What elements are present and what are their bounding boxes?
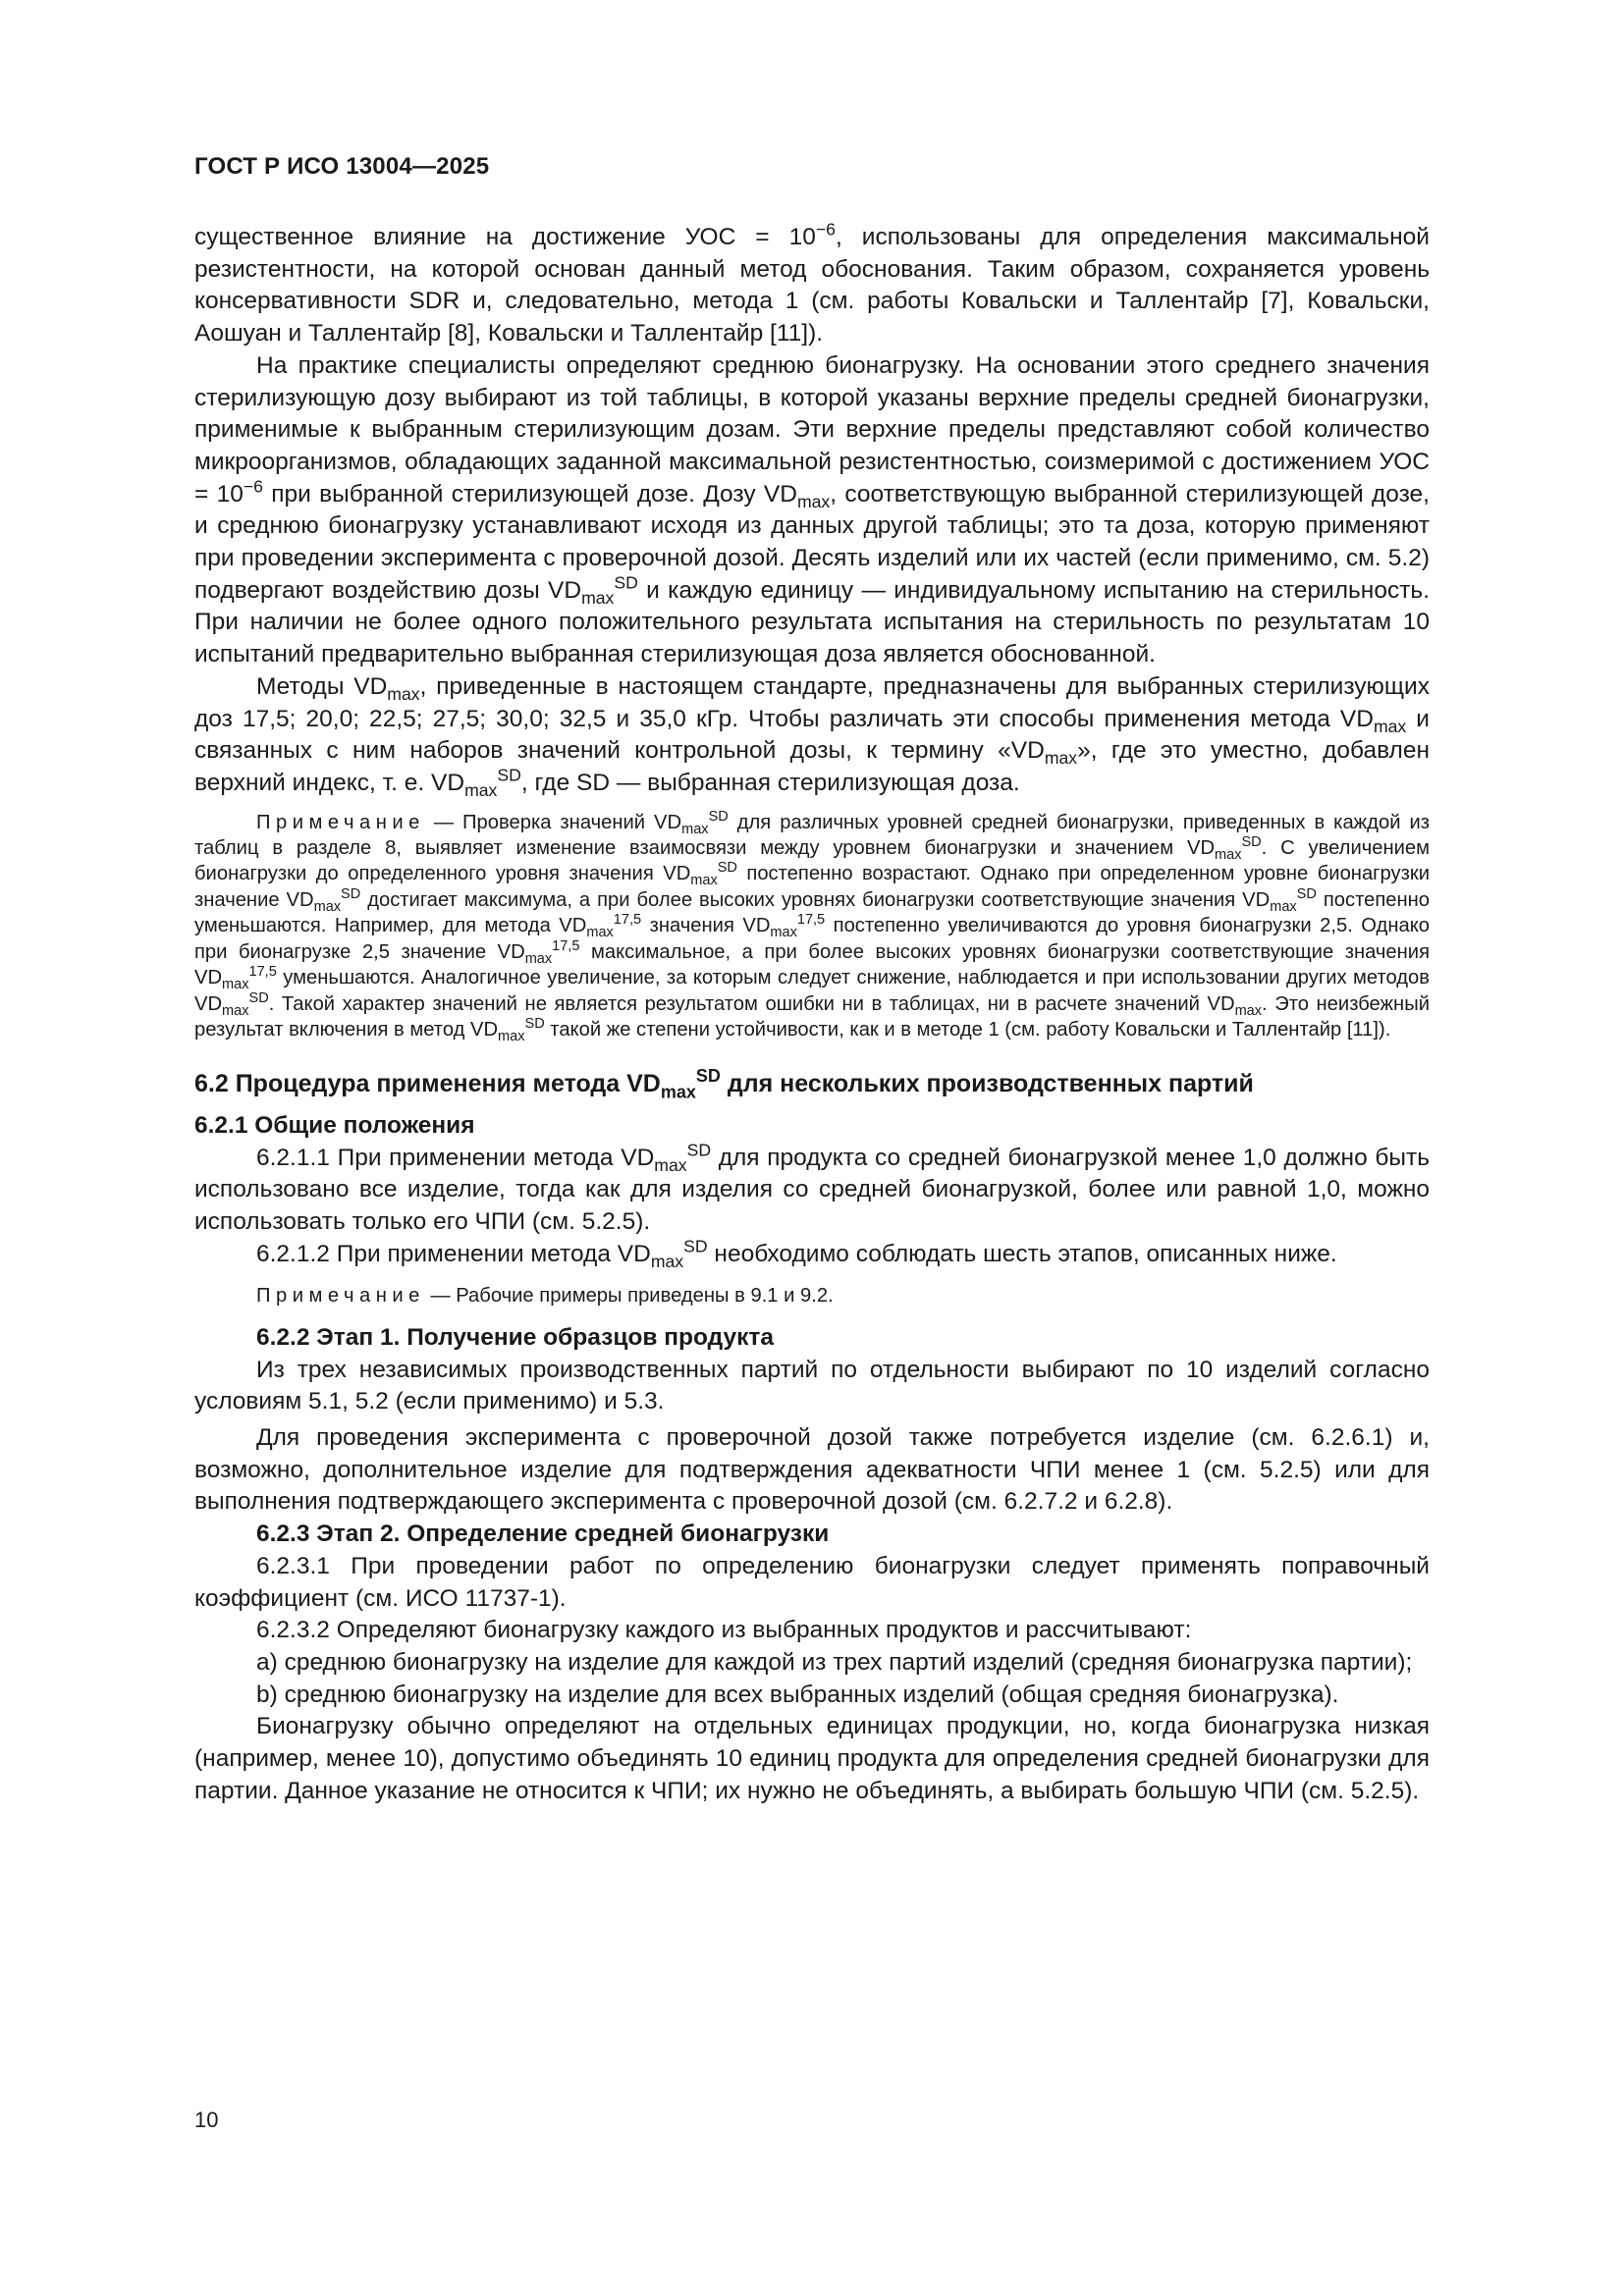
section-heading-6-2-1: 6.2.1 Общие положения <box>194 1112 475 1140</box>
document-body <box>194 219 1430 1807</box>
paragraph-2: На практике специалисты определяют среднюю бионагрузку. На основании этого среднего значения стерилизующую дозу выбирают из той таблицы, в которой указаны верхние пределы средней бионагрузки, применимые к выбранным стерилизующим дозам. Эти верхние пределы представляют собой количество микроорганизмов, обладающих заданной максимальной резистентностью, соизмеримой с достижением УОС = $10^{-6}$ при выбранной стерилизующей дозе. Дозу $VD_{max}$, соответствующую выбранной стерилизующей дозе, и среднюю бионагрузку устанавливают исходя из данных другой таблицы; это та доза, которую применяют при проведении эксперимента с проверочной дозой. Десять изделий или их частей (если применимо, см. 5.2) подвергают воздействию дозы $VD_{max}^{SD}$ и каждую единицу — индивидуальному испытанию на стерильность. При наличии не более одного положительного результата испытания на стерильность по результатам 10 испытаний предварительно выбранная стерилизующая доза является обоснованной. <box>194 351 1430 668</box>
note-label: Примечание <box>256 1284 425 1307</box>
paragraph-6-2-3-2: 6.2.3.2 Определяют бионагрузку каждого из выбранных продуктов и рассчитывают: <box>256 1617 1192 1644</box>
page-number: 10 <box>194 2108 219 2132</box>
paragraph-6-2-1-1: 6.2.1.1 При применении метода $VD_{max}^{SD}$ для продукта со средней бионагрузкой менее 1,0 должно быть использовано все изделие, тогда как для изделия со средней бионагрузкой, более или равной 1,0, можно использовать только его ЧПИ (см. 5.2.5). <box>194 1140 1430 1236</box>
list-item-a: a) среднюю бионагрузку на изделие для каждой из трех партий изделий (средняя бионагрузка партии); <box>256 1648 1413 1676</box>
note-1: Примечание — Проверка значений $VD_{max}^{SD}$ для различных уровней средней бионагрузки, приведенных в каждой из таблиц в разделе 8, выявляет изменение взаимосвязи между уровнем бионагрузки и значением $VD_{max}^{SD}$. С увеличением бионагрузки до определенного уровня значения $VD_{max}^{SD}$ постепенно возрастают. Однако при определенном уровне бионагрузки значение $VD_{max}^{SD}$ достигает максимума, а при более высоких уровнях бионагрузки соответствующие значения $VD_{max}^{SD}$ постепенно уменьшаются. Например, для метода $VD_{max}^{17,5}$ значения $VD_{max}^{17,5}$ постепенно увеличиваются до уровня бионагрузки 2,5. Однако при бионагрузке 2,5 значение $VD_{max}^{17,5}$ максимальное, а при более высоких уровнях бионагрузки соответствующие значения $VD_{max}^{17,5}$ уменьшаются. Аналогичное увеличение, за которым следует снижение, наблюдается и при использовании других методов $VD_{max}^{SD}$. Такой характер значений не является результатом ошибки ни в таблицах, ни в расчете значений $VD_{max}$. Это неизбежный результат включения в метод $VD_{max}^{SD}$ такой же степени устойчивости, как и в методе 1 (см. работу Ковальски и Таллентайр [11]). <box>194 808 1430 1044</box>
section-heading-6-2-2: 6.2.2 Этап 1. Получение образцов продукта <box>256 1323 775 1351</box>
paragraph-6-2-2-1: Из трех независимых производственных партий по отдельности выбирают по 10 изделий согласно условиям 5.1, 5.2 (если применимо) и 5.3. <box>194 1356 1430 1415</box>
page-header: ГОСТ Р ИСО 13004—2025 <box>194 153 490 180</box>
list-item-b: b) среднюю бионагрузку на изделие для всех выбранных изделий (общая средняя бионагрузка). <box>256 1681 1339 1708</box>
section-heading-6-2: 6.2 Процедура применения метода $VD_{max}^{SD}$ для нескольких производственных партий <box>194 1066 1254 1102</box>
section-heading-6-2-3: 6.2.3 Этап 2. Определение средней бионагрузки <box>256 1521 830 1548</box>
paragraph-6-2-1-2: 6.2.1.2 При применении метода $VD_{max}^{SD}$ необходимо соблюдать шесть этапов, описанных ниже. <box>256 1236 1337 1271</box>
paragraph-1: существенное влияние на достижение УОС = $10^{-6}$, использованы для определения максимальной резистентности, на которой основан данный метод обоснования. Таким образом, сохраняется уровень консервативности SDR и, следовательно, метода 1 (см. работы Ковальски и Таллентайр [7], Ковальски, Аошуан и Таллентайр [8], Ковальски и Таллентайр [11]). <box>194 219 1430 347</box>
note-2: Примечание — Рабочие примеры приведены в 9.1 и 9.2. <box>256 1284 834 1307</box>
note-label: Примечание <box>256 811 425 833</box>
paragraph-3: Методы $VD_{max}$, приведенные в настоящем стандарте, предназначены для выбранных стерилизующих доз 17,5; 20,0; 22,5; 27,5; 30,0; 32,5 и 35,0 кГр. Чтобы различать эти способы применения метода $VD_{max}$ и связанных с ним наборов значений контрольной дозы, к термину «$VD_{max}$», где это уместно, добавлен верхний индекс, т. е. $VD_{max}^{SD}$, где SD — выбранная стерилизующая доза. <box>194 672 1430 801</box>
paragraph-6-2-3-1: 6.2.3.1 При проведении работ по определению бионагрузки следует применять поправочный коэффициент (см. ИСО 11737-1). <box>194 1552 1430 1612</box>
paragraph-6-2-3-3: Бионагрузку обычно определяют на отдельных единицах продукции, но, когда бионагрузка низкая (например, менее 10), допустимо объединять 10 единиц продукта для определения средней бионагрузки для партии. Данное указание не относится к ЧПИ; их нужно не объединять, а выбирать большую ЧПИ (см. 5.2.5). <box>194 1713 1430 1804</box>
paragraph-6-2-2-2: Для проведения эксперимента с проверочной дозой также потребуется изделие (см. 6.2.6.1) и, возможно, дополнительное изделие для подтверждения адекватности ЧПИ менее 1 (см. 5.2.5) или для выполнения подтверждающего эксперимента с проверочной дозой (см. 6.2.7.2 и 6.2.8). <box>194 1424 1430 1516</box>
